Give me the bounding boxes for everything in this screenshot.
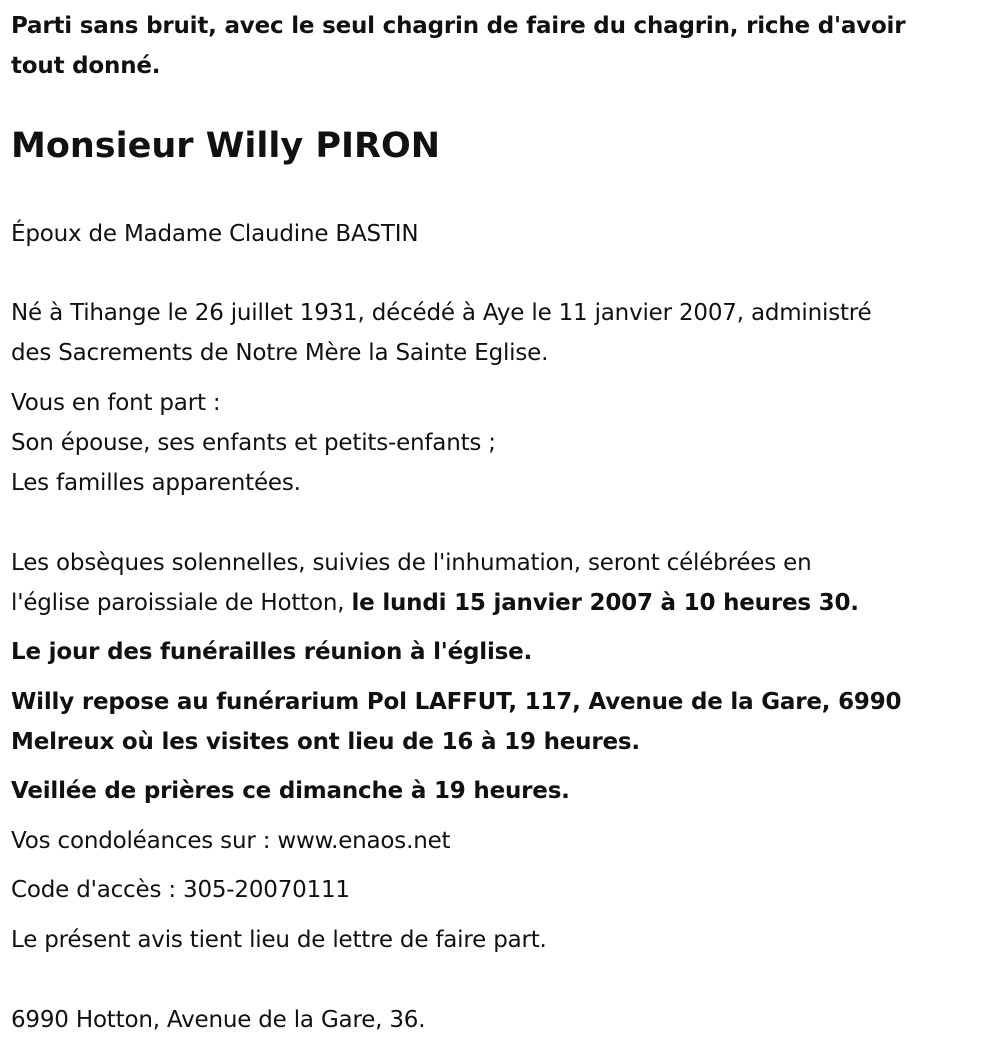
vigil-line: Veillée de prières ce dimanche à 19 heures. bbox=[11, 778, 570, 804]
funeral-location: l'église paroissiale de Hotton, bbox=[11, 590, 352, 616]
epigraph-line-1: Parti sans bruit, avec le seul chagrin de faire du chagrin, riche d'avoir bbox=[11, 13, 906, 39]
epigraph-line-2: tout donné. bbox=[11, 53, 161, 79]
announcers-family: Son épouse, ses enfants et petits-enfants ; bbox=[11, 430, 496, 456]
funeral-line-1: Les obsèques solennelles, suivies de l'inhumation, seront célébrées en bbox=[11, 550, 812, 576]
meeting-line: Le jour des funérailles réunion à l'église. bbox=[11, 639, 533, 665]
funeral-line-2 bbox=[11, 583, 994, 623]
condolences-line: Vos condoléances sur : www.enaos.net bbox=[11, 828, 451, 854]
birth-death-line-1: Né à Tihange le 26 juillet 1931, décédé à Aye le 11 janvier 2007, administré bbox=[11, 300, 872, 326]
announcers-relatives: Les familles apparentées. bbox=[11, 470, 301, 496]
funeral-datetime: le lundi 15 janvier 2007 à 10 heures 30. bbox=[351, 590, 859, 616]
access-code-line: Code d'accès : 305-20070111 bbox=[11, 877, 350, 903]
deceased-name: Monsieur Willy PIRON bbox=[11, 126, 440, 166]
announcers-intro: Vous en font part : bbox=[11, 390, 221, 416]
birth-death-line-2: des Sacrements de Notre Mère la Sainte Eglise. bbox=[11, 340, 549, 366]
notice-line: Le présent avis tient lieu de lettre de faire part. bbox=[11, 927, 547, 953]
rest-line-2: Melreux où les visites ont lieu de 16 à 19 heures. bbox=[11, 729, 640, 755]
rest-line-1: Willy repose au funérarium Pol LAFFUT, 117, Avenue de la Gare, 6990 bbox=[11, 689, 902, 715]
spouse-line: Époux de Madame Claudine BASTIN bbox=[11, 221, 419, 247]
address-line: 6990 Hotton, Avenue de la Gare, 36. bbox=[11, 1007, 426, 1033]
